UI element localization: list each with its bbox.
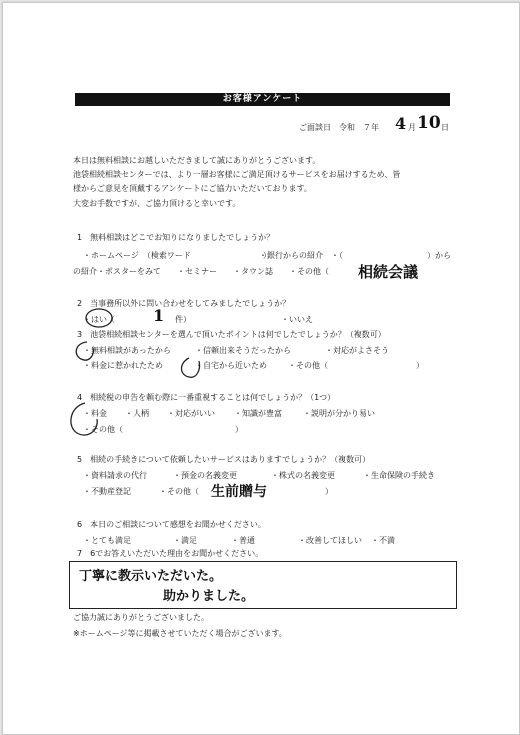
q4-option: ・知識が豊富 — [234, 409, 282, 418]
q1-option-bank-tail: ）から — [427, 251, 451, 260]
intro-line: 池袋相続相談センターでは、より一層お客様にご満足頂けるサービスをお届けするため、皆 — [73, 170, 401, 179]
q3-option: ・信頼出来そうだったから — [195, 346, 291, 355]
q6-option: ・改善してほしい — [298, 536, 362, 545]
q4-option: ・人柄 — [125, 409, 149, 418]
q5-option: ・資料請求の代行 — [83, 471, 147, 480]
q6-option: ・満足 — [173, 536, 197, 545]
q2-count-unit: 件） — [175, 315, 191, 324]
q7-handwritten-line1: 丁寧に教示いただいた。 — [79, 569, 223, 584]
question-2: 2 当事務所以外に問い合わせをしてみましたでしょうか？ — [77, 299, 291, 308]
q2-option-no: ・いいえ — [281, 315, 313, 324]
q1-options-line2: の紹介・ポスターをみて ・セミナー ・タウン誌 ・その他（ — [73, 267, 329, 276]
q3-option: ・対応がよさそう — [325, 346, 389, 355]
q5-option: ・預金の名義変更 — [173, 471, 237, 480]
q3-option: ・料金に惹かれたため — [83, 361, 163, 370]
q3-option: ・その他（ ） — [288, 361, 424, 370]
q4-fee-circle-mark — [71, 403, 97, 435]
q2-option-yes: ・はい（ — [83, 315, 115, 324]
question-1: 1 無料相談はどこでお知りになりましたでしょうか？ — [77, 233, 275, 242]
footer-note: ※ホームページ等に掲載させていただく場合がございます。 — [73, 629, 287, 638]
footer-thanks: ご協力誠にありがとうございました。 — [73, 613, 209, 622]
q1-option-homepage: ・ホームページ （検索ワード ） — [83, 251, 271, 260]
q1-handwritten-answer: 相続会議 — [358, 263, 419, 281]
date-month-handwritten: 4 — [395, 114, 407, 133]
q4-option: ・料金 — [83, 409, 107, 418]
consultation-date-label: ご面談日 令和 ７年 — [299, 123, 379, 132]
q4-option: ・説明が分かり易い — [303, 409, 375, 418]
q2-count-handwritten: 1 — [153, 306, 165, 325]
q5-option: ・不動産登記 — [83, 487, 131, 496]
question-3: 3 池袋相続相談センターを選んで頂いたポイントは何でしたでしょうか？（複数可） — [77, 330, 386, 339]
q5-option: ・生命保険の手続き — [363, 471, 435, 480]
q6-option: ・不満 — [371, 536, 395, 545]
q5-option-other-tail: ） — [325, 487, 333, 496]
q5-option: ・株式の名義変更 — [271, 471, 335, 480]
q3-option: ・自宅から近いため — [195, 361, 267, 370]
q6-option: ・普通 — [231, 536, 255, 545]
q5-option-other: ・その他（ — [159, 487, 199, 496]
question-4: 4 相続税の申告を頼む際に一番重視することは何でしょうか？（1つ） — [77, 393, 336, 402]
q3-near-home-circle-mark — [182, 358, 200, 377]
month-unit: 月 — [408, 123, 416, 132]
q6-option: ・とても満足 — [83, 536, 131, 545]
q4-option: ・その他（ ） — [83, 425, 243, 434]
question-5: 5 相続の手続きについて依頼したいサービスはありますでしょうか？（複数可） — [77, 455, 371, 464]
handwritten-marks — [3, 3, 519, 734]
question-7: 7 6でお答えいただいた理由をお聞かせください。 — [77, 549, 264, 558]
q3-option: ・無料相談があったから — [83, 346, 171, 355]
survey-paper — [2, 2, 520, 735]
day-unit: 日 — [441, 123, 449, 132]
survey-title: お客様アンケート — [75, 93, 450, 106]
q7-handwritten-line2: 助かりました。 — [163, 589, 255, 604]
date-day-handwritten: 10 — [417, 113, 441, 133]
intro-line: 本日は無料相談にお越しいただきまして誠にありがとうございます。 — [73, 156, 321, 165]
q3-free-consultation-circle-mark — [76, 342, 93, 360]
q1-option-bank: ・銀行からの紹介 ・（ — [259, 251, 343, 260]
q5-handwritten-answer: 生前贈与 — [211, 484, 267, 500]
q4-option: ・対応がいい — [167, 409, 215, 418]
intro-line: 大変お手数ですが、ご協力頂けると幸いです。 — [73, 199, 241, 208]
question-6: 6 本日のご相談について感想をお聞かせください。 — [77, 520, 266, 529]
q2-yes-circle-mark — [86, 309, 112, 327]
intro-line: 様からご意見を頂戴するアンケートにご協力いただいております。 — [73, 184, 312, 193]
